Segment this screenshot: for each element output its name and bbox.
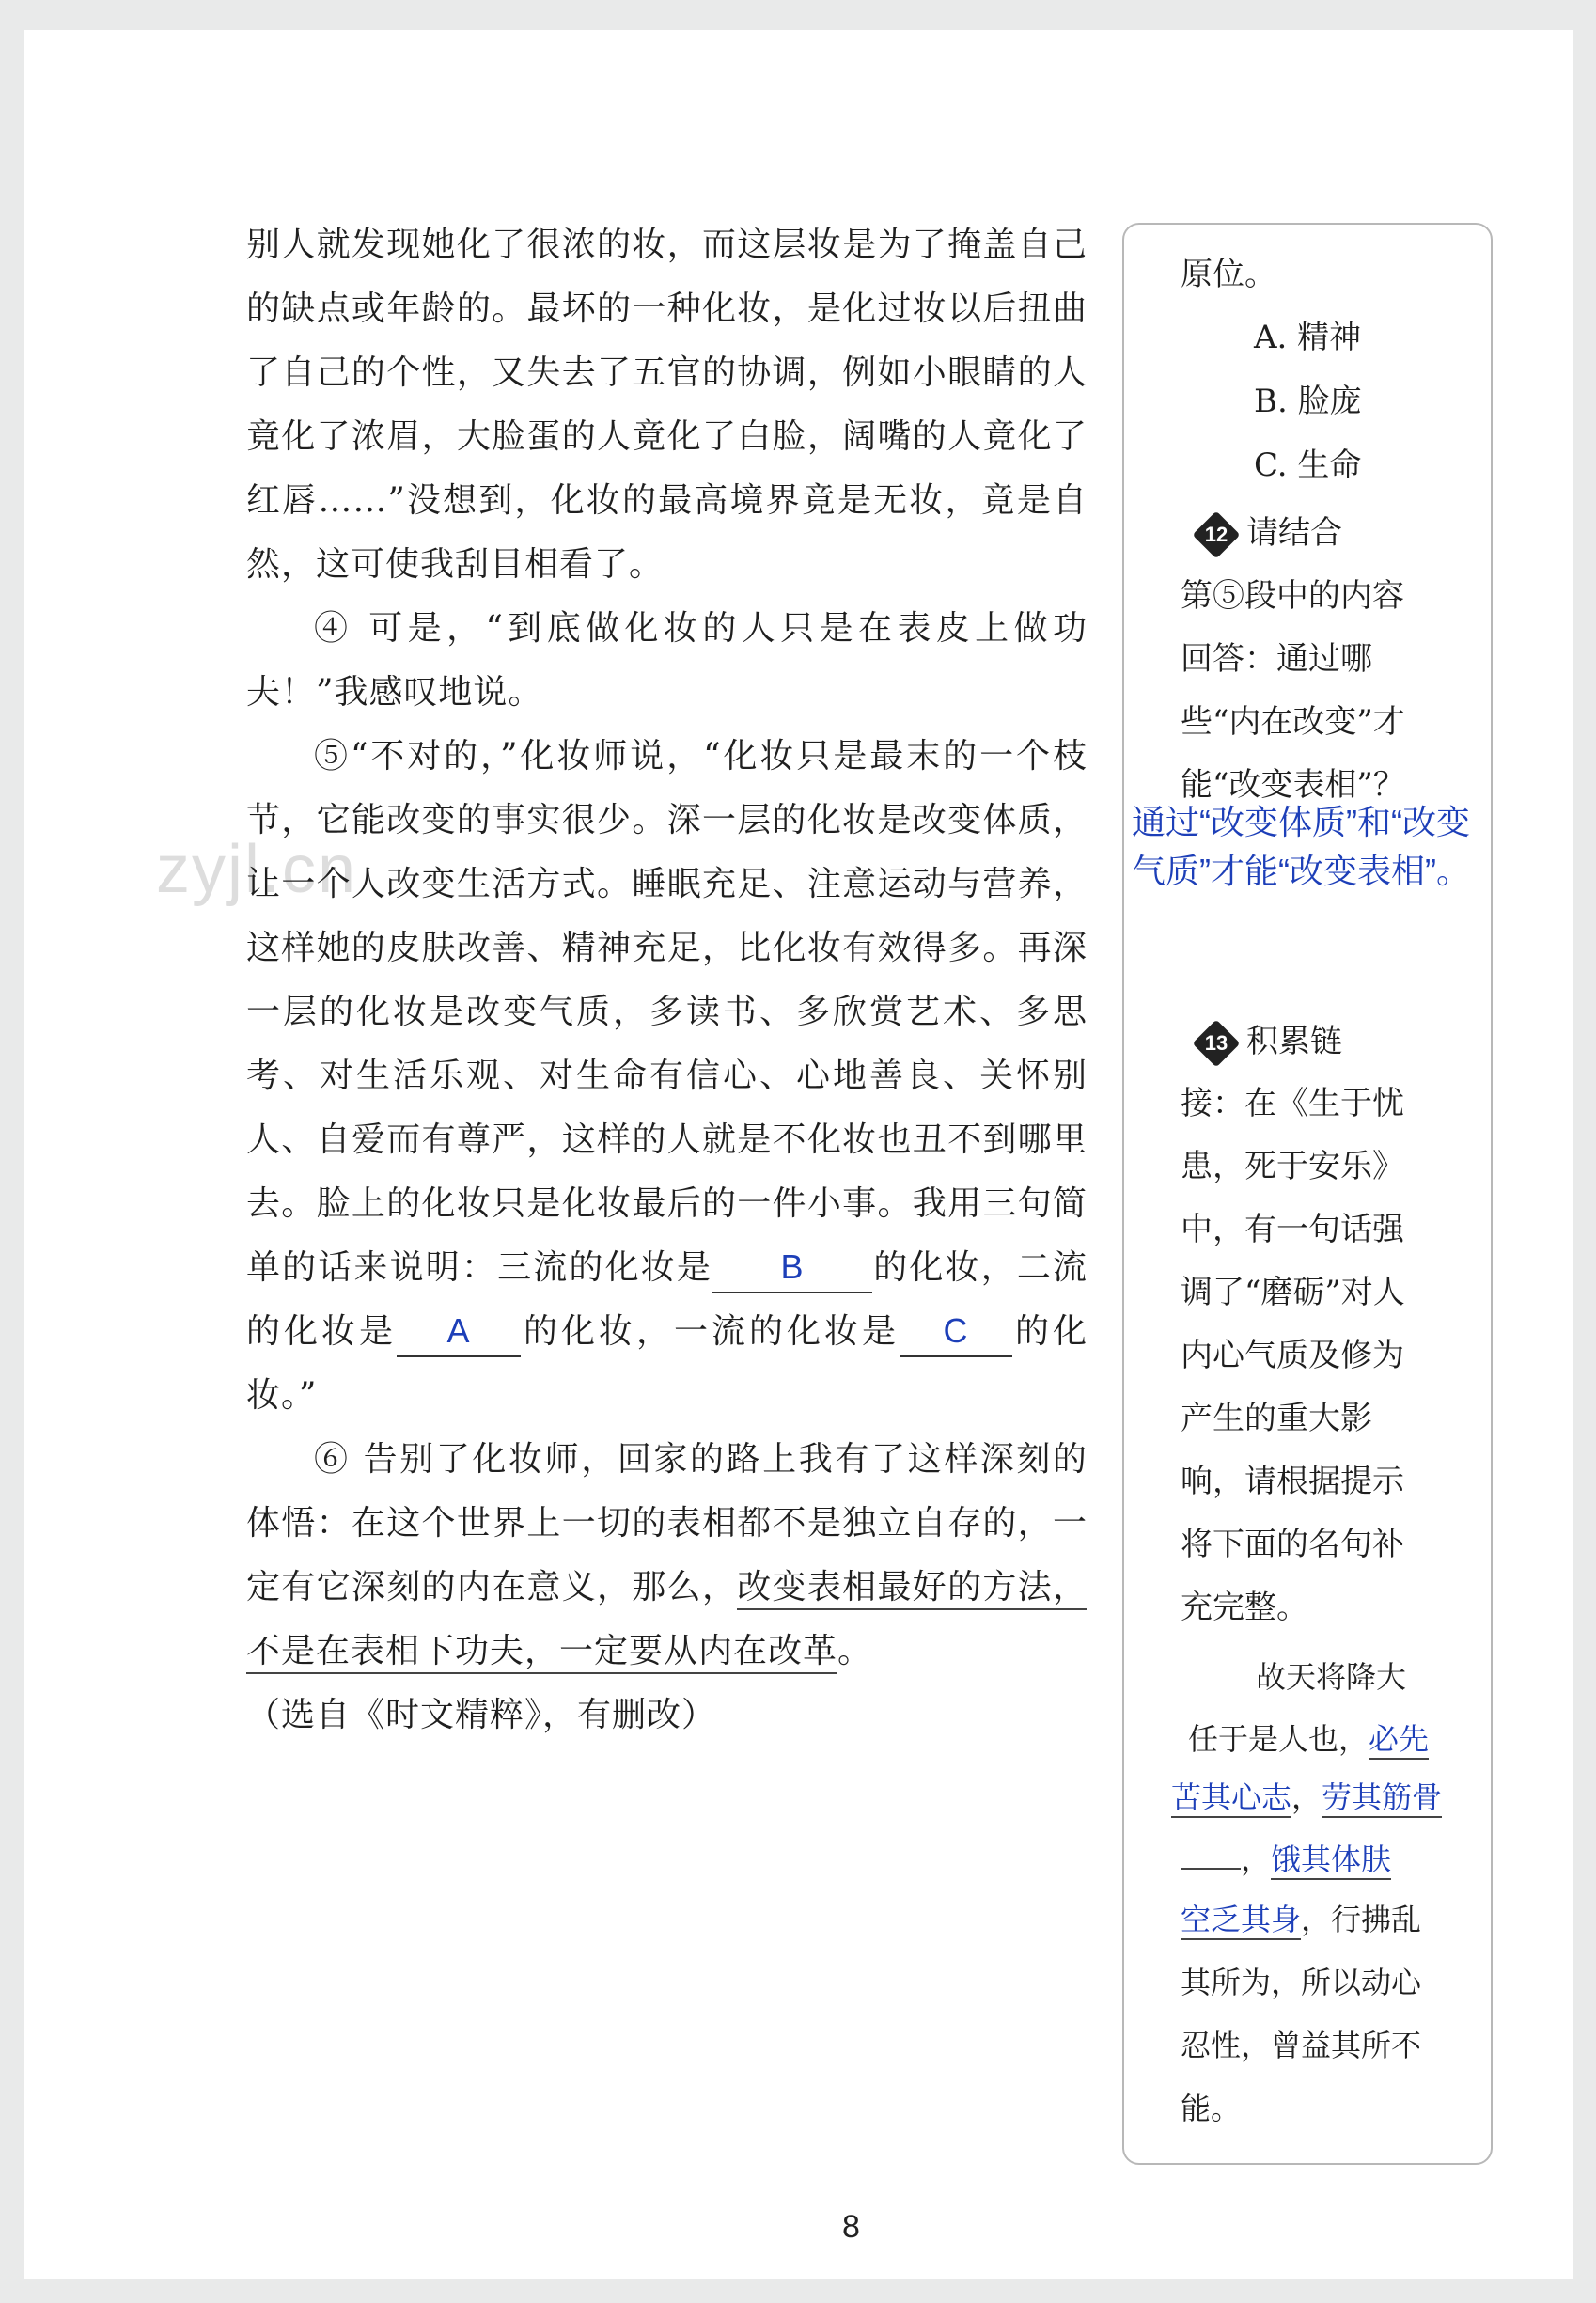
paragraph-6-end: 。 [837,1632,873,1670]
answer-fill-5: 空乏其身 [1181,1903,1301,1940]
answer-fill-4: 饿其体肤 [1271,1842,1391,1880]
q13-text: 接：在《生于忧患，死于安乐》中，有一句话强调了“磨砺”对人内心气质及修为产生的重大影响，请根据提示将下面的名句补充完整。 [1181,1085,1405,1626]
answer-fill-1: 必先 [1369,1722,1429,1760]
q12-heading [1199,502,1463,565]
watermark: zyjl.cn [156,832,358,907]
source-citation: （选自《时文精粹》，有删改） [246,1696,717,1734]
q13-text-1: 积累链 [1246,1023,1342,1060]
page [24,30,1573,2279]
paragraph-5 [246,725,1087,1428]
answer-blank-1: B [712,1243,872,1293]
option-c: C. 生命 [1254,446,1362,484]
paragraph-4: ④ 可是，“到底做化妆的人只是在表皮上做功夫！”我感叹地说。 [246,609,1087,712]
q12-answer: 通过“改变体质”和“改变气质”才能“改变表相”。 [1132,803,1470,890]
paragraph-6-text: ⑥ 告别了化妆师，回家的路上我有了这样深刻的体悟：在这个世界上一切的表相都不是独立自存的，一定有它深刻的内在意义，那么， [246,1440,1087,1606]
paragraph-5-end: 的化妆。” [246,1312,1087,1415]
quote-line-2: 任于是人也，必先 [1188,1708,1479,1771]
paragraph-5-text: ⑤“不对的，”化妆师说，“化妆只是最末的一个枝节，它能改变的事实很少。深一层的化妆是改变体质，让一个人改变生活方式。睡眠充足、注意运动与营养，这样她的皮肤改善、精神充足，比化妆有效得多。再深一层的化妆是改变气质，多读书、多欣赏艺术、多思考、对生活乐观、对生命有信心、心地善良、关怀别人、自爱而有尊严，这样的人就是不化妆也丑不到哪里去。脸上的化妆只是化妆最后的一件小事。我用三句简单的话来说明：三流的化妆是 [246,737,1087,1287]
quote-line-1: 故天将降大 [1256,1659,1407,1695]
paragraph-5-mid-1: 的化妆，二流的化妆是 [246,1248,1087,1351]
paragraph-6 [246,1428,1087,1684]
answer-blank-3: C [900,1307,1012,1357]
question-number-13-icon: 13 [1193,1020,1241,1068]
paragraph-5-mid-2: 的化妆，一流的化妆是 [521,1312,900,1351]
answer-blank-2: A [397,1307,521,1357]
q13-heading [1199,1010,1463,1073]
quote-line-5: 空乏其身，行拂乱其所为，所以动心忍性，曾益其所不能。 [1181,1902,1422,2126]
q12-text: 第⑤段中的内容回答：通过哪些“内在改变”才能“改变表相”？ [1181,577,1405,804]
question-number-12-icon: 12 [1193,511,1241,559]
option-b: B. 脸庞 [1254,383,1362,420]
answer-fill-3: 劳其筋骨 [1322,1780,1442,1818]
quote-line-4: ，饿其体肤 [1181,1828,1481,1891]
q12-text-1: 请结合 [1246,514,1342,552]
option-a: A. 精神 [1254,319,1362,356]
paragraph-3-tail: 别人就发现她化了很浓的妆，而这层妆是为了掩盖自己的缺点或年龄的。最坏的一种化妆，是化过妆以后扭曲了自己的个性，又失去了五官的协调，例如小眼睛的人竟化了浓眉，大脸蛋的人竟化了白脸，阔嘴的人竟化了红唇……”没想到，化妆的最高境界竟是无妆，竟是自然，这可使我刮目相看了。 [246,226,1087,584]
main-text [246,213,1087,1747]
answer-fill-2: 苦其心志 [1171,1780,1291,1818]
underlined-sentence: 改变表相最好的方法，不是在表相下功夫，一定要从内在改革 [246,1568,1087,1674]
quote-line-3: 苦其心志，劳其筋骨 [1171,1766,1491,1829]
page-number: 8 [842,2209,860,2245]
q11-tail: 原位。 [1181,256,1276,293]
sidebar-panel [1122,223,1493,2165]
